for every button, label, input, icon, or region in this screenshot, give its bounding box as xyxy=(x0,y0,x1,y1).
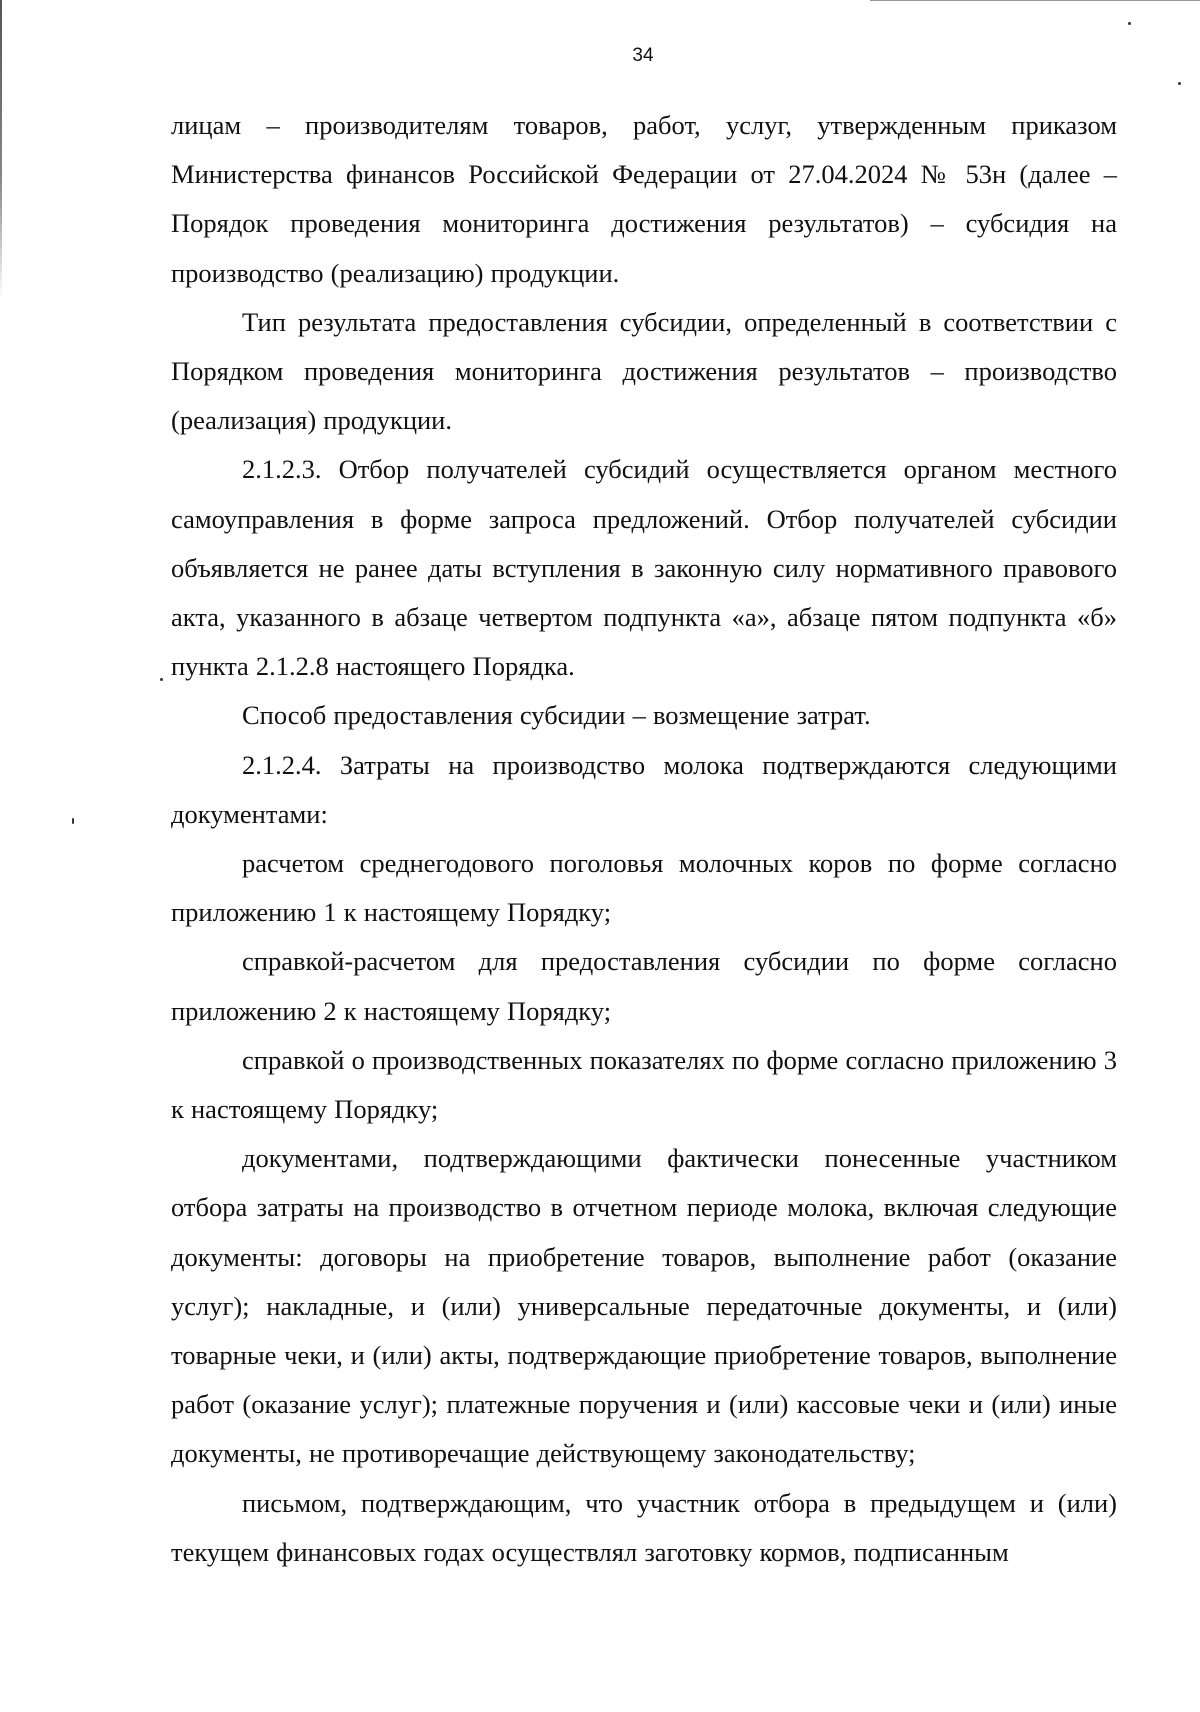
list-item: расчетом среднегодового поголовья молочных коров по форме согласно приложению 1 к настоящему Порядку; xyxy=(171,848,1117,928)
scan-edge-artifact xyxy=(870,0,1200,1)
paragraph: 2.1.2.4. Затраты на производство молока подтверждаются следующими документами: xyxy=(171,749,1117,829)
list-item: документами, подтверждающими фактически понесенные участником отбора затраты на производство в отчетном периоде молока, включая следующие документы: договоры на приобретение товаров, выполнение работ (оказание услуг); накладные, и (или) универсальные передаточные документы, и (или) товарные чеки, и (или) акты, подтверждающие приобретение товаров, выполнение работ (оказание услуг); платежные поручения и (или) кассовые чеки и (или) иные документы, не противоречащие действующему законодательству; xyxy=(171,1143,1117,1469)
scan-speck xyxy=(1178,82,1181,85)
scan-speck xyxy=(1128,22,1131,25)
page-number: 34 xyxy=(632,45,654,66)
list-item: справкой о производственных показателях по форме согласно приложению 3 к настоящему Порядку; xyxy=(171,1044,1117,1125)
paragraph: лицам – производителям товаров, работ, услуг, утвержденным приказом Министерства финансов Российской Федерации от 27.04.2024 № 53н (далее – Порядок проведения мониторинга достижения результатов) – субсидия на производство (реализацию) продукции. xyxy=(171,110,1117,288)
document-body xyxy=(171,101,1117,1577)
paragraph: 2.1.2.3. Отбор получателей субсидий осуществляется органом местного самоуправления в форме запроса предложений. Отбор получателей субсидии объявляется не ранее даты вступления в законную силу нормативного правового акта, указанного в абзаце четвертом подпункта «а», абзаце пятом подпункта «б» пункта 2.1.2.8 настоящего Порядка. xyxy=(171,454,1117,682)
list-item: справкой-расчетом для предоставления субсидии по форме согласно приложению 2 к настоящему Порядку; xyxy=(171,946,1117,1026)
paragraph: Тип результата предоставления субсидии, определенный в соответствии с Порядком проведения мониторинга достижения результатов – производство (реализация) продукции. xyxy=(171,306,1117,436)
list-item: письмом, подтверждающим, что участник отбора в предыдущем и (или) текущем финансовых годах осуществлял заготовку кормов, подписанным xyxy=(171,1487,1117,1567)
scan-speck xyxy=(72,818,74,824)
scan-speck xyxy=(160,678,163,681)
paragraph: Способ предоставления субсидии – возмещение затрат. xyxy=(242,700,871,731)
